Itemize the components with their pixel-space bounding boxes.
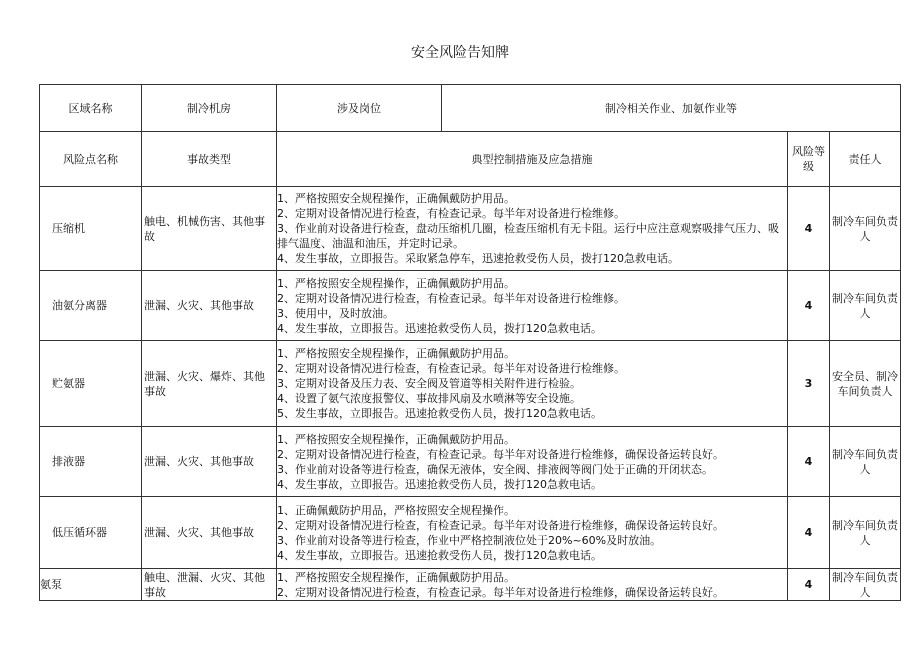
page-title: 安全风险告知牌 <box>411 45 509 61</box>
col-accident: 事故类型 <box>142 132 277 187</box>
risk-level: 4 <box>788 427 830 497</box>
responsible-person: 制冷车间负责人 <box>830 187 901 271</box>
post-label: 涉及岗位 <box>277 85 442 132</box>
risk-point-name: 压缩机 <box>40 187 142 271</box>
measure-item: 3、作业前对设备进行检查，盘动压缩机几圈，检查压缩机有无卡阻。运行中应注意观察吸排气压力、吸排气温度、油温和油压，并定时记录。 <box>277 222 779 250</box>
measure-item: 1、正确佩戴防护用品，严格按照安全规程操作。 <box>277 503 515 517</box>
measure-item: 1、严格按照安全规程操作，正确佩戴防护用品。 <box>277 432 515 446</box>
control-measures <box>277 497 788 569</box>
post-value: 制冷相关作业、加氨作业等 <box>442 85 901 132</box>
risk-point-name: 排液器 <box>40 427 142 497</box>
measure-item: 2、定期对设备情况进行检查，有检查记录。每半年对设备进行检维修。 <box>277 362 625 375</box>
measure-item: 3、定期对设备及压力表、安全阀及管道等相关附件进行检验。 <box>277 377 581 390</box>
col-level: 风险等级 <box>788 132 830 187</box>
measure-item: 2、定期对设备情况进行检查，有检查记录。每半年对设备进行检维修，确保设备运转良好。 <box>277 447 724 461</box>
accident-type: 触电、泄漏、火灾、其他事故 <box>142 569 277 601</box>
responsible-person: 制冷车间负责人 <box>830 427 901 497</box>
col-measures: 典型控制措施及应急措施 <box>277 132 788 187</box>
measure-item: 1、严格按照安全规程操作，正确佩戴防护用品。 <box>277 347 515 360</box>
measure-item: 3、使用中，及时放油。 <box>277 306 394 320</box>
risk-point-name: 氨泵 <box>40 569 142 601</box>
risk-point-name: 贮氨器 <box>40 341 142 427</box>
accident-type: 泄漏、火灾、其他事故 <box>142 271 277 341</box>
measure-item: 2、定期对设备情况进行检查，有检查记录。每半年对设备进行检维修，确保设备运转良好。 <box>277 518 724 532</box>
accident-type: 触电、机械伤害、其他事故 <box>142 187 277 271</box>
control-measures <box>277 569 788 601</box>
table-row <box>40 497 901 569</box>
measure-item: 4、设置了氨气浓度报警仪、事故排风扇及水喷淋等安全设施。 <box>277 392 581 405</box>
col-point: 风险点名称 <box>40 132 142 187</box>
area-label: 区域名称 <box>40 85 142 132</box>
measure-item: 1、严格按照安全规程操作，正确佩戴防护用品。 <box>277 276 515 290</box>
accident-type: 泄漏、火灾、爆炸、其他事故 <box>142 341 277 427</box>
column-header-row <box>40 132 901 187</box>
table-row <box>40 427 901 497</box>
measure-item: 3、作业前对设备等进行检查，作业中严格控制液位处于20%~60%及时放油。 <box>277 533 662 547</box>
measure-item: 3、作业前对设备等进行检查，确保无液体，安全阀、排液阀等阀门处于正确的开闭状态。 <box>277 462 713 476</box>
accident-type: 泄漏、火灾、其他事故 <box>142 427 277 497</box>
control-measures <box>277 427 788 497</box>
measure-item: 1、严格按照安全规程操作，正确佩戴防护用品。 <box>277 570 515 584</box>
measure-item: 5、发生事故，立即报告。迅速抢救受伤人员，拨打120急救电话。 <box>277 407 602 420</box>
table-row <box>40 271 901 341</box>
measure-item: 2、定期对设备情况进行检查，有检查记录。每半年对设备进行检维修，确保设备运转良好。 <box>277 585 724 599</box>
responsible-person: 安全员、制冷车间负责人 <box>830 341 901 427</box>
area-row <box>40 85 901 132</box>
measure-item: 4、发生事故，立即报告。迅速抢救受伤人员，拨打120急救电话。 <box>277 477 602 491</box>
table-row <box>40 569 901 601</box>
risk-level: 4 <box>788 187 830 271</box>
table-row <box>40 341 901 427</box>
control-measures <box>277 341 788 427</box>
control-measures <box>277 271 788 341</box>
measure-item: 2、定期对设备情况进行检查，有检查记录。每半年对设备进行检维修。 <box>277 291 625 305</box>
measure-item: 1、严格按照安全规程操作，正确佩戴防护用品。 <box>277 192 515 205</box>
accident-type: 泄漏、火灾、其他事故 <box>142 497 277 569</box>
table-row <box>40 187 901 271</box>
control-measures <box>277 187 788 271</box>
risk-point-name: 油氨分离器 <box>40 271 142 341</box>
area-value: 制冷机房 <box>142 85 277 132</box>
risk-point-name: 低压循环器 <box>40 497 142 569</box>
measure-item: 2、定期对设备情况进行检查，有检查记录。每半年对设备进行检维修。 <box>277 207 625 220</box>
responsible-person: 制冷车间负责人 <box>830 271 901 341</box>
risk-table <box>39 84 901 601</box>
measure-item: 4、发生事故，立即报告。迅速抢救受伤人员，拨打120急救电话。 <box>277 548 602 562</box>
measure-item: 4、发生事故，立即报告。迅速抢救受伤人员，拨打120急救电话。 <box>277 321 602 335</box>
risk-level: 4 <box>788 569 830 601</box>
risk-level: 4 <box>788 497 830 569</box>
col-responsible: 责任人 <box>830 132 901 187</box>
risk-level: 3 <box>788 341 830 427</box>
responsible-person: 制冷车间负责人 <box>830 569 901 601</box>
measure-item: 4、发生事故，立即报告。采取紧急停车，迅速抢救受伤人员，拨打120急救电话。 <box>277 252 679 265</box>
responsible-person: 制冷车间负责人 <box>830 497 901 569</box>
risk-level: 4 <box>788 271 830 341</box>
